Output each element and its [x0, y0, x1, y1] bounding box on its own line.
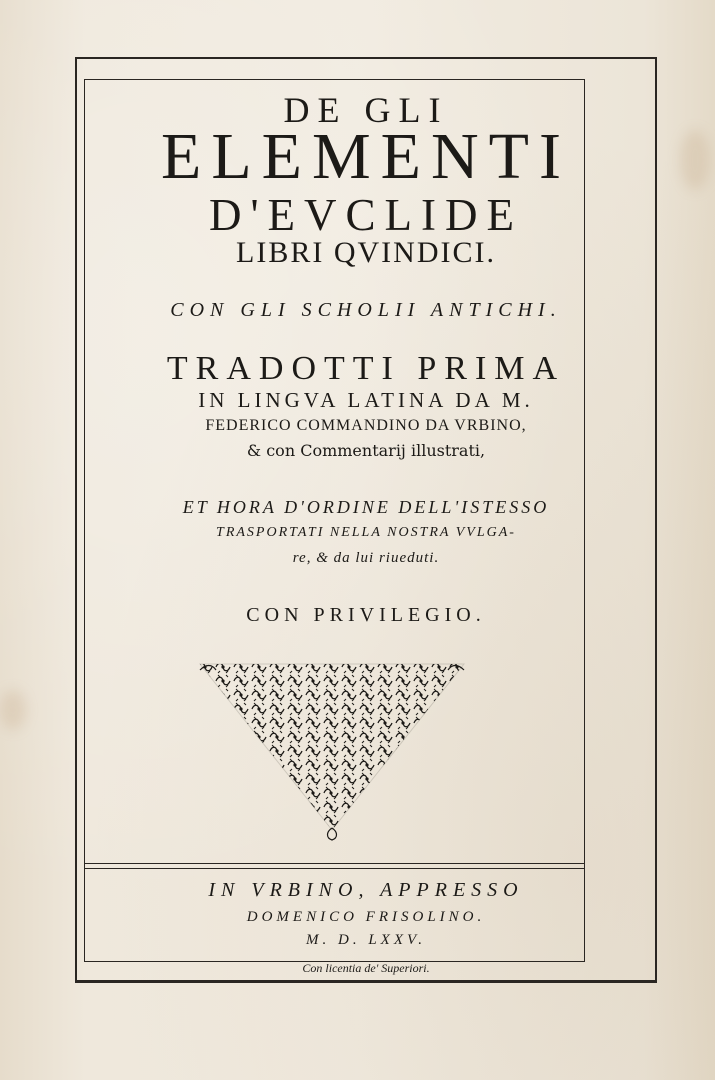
translation-line-3: FEDERICO COMMANDINO DA VRBINO,	[205, 417, 527, 434]
paper-stain	[680, 130, 710, 190]
order-line-3: re, & da lui riueduti.	[292, 550, 440, 566]
translation-line-1: TRADOTTI PRIMA	[166, 350, 566, 387]
bottom-rule	[75, 982, 657, 983]
imprint-date: M. D. LXXV.	[306, 932, 426, 948]
imprint-place: IN VRBINO, APPRESSO	[208, 879, 524, 901]
printers-fleuron-triangle-icon	[196, 660, 468, 842]
subtitle-scholii: CON GLI SCHOLII ANTICHI.	[170, 299, 562, 321]
translation-line-2: IN LINGVA LATINA DA M.	[198, 388, 534, 412]
paper-stain	[0, 690, 26, 730]
title-line-deuclide: D'EVCLIDE	[208, 190, 524, 240]
imprint-license: Con licentia de' Superiori.	[302, 961, 430, 975]
order-line-1: ET HORA D'ORDINE DELL'ISTESSO	[182, 497, 550, 517]
imprint-printer: DOMENICO FRISOLINO.	[246, 909, 486, 925]
title-line-elementi: ELEMENTI	[161, 120, 571, 193]
title-line-de-gli: DE GLI	[283, 90, 449, 130]
translation-line-4: & con Commentarij illustrati,	[246, 441, 486, 460]
imprint-top-rule	[84, 863, 585, 864]
order-line-2: TRASPORTATI NELLA NOSTRA VVLGA-	[216, 525, 516, 540]
title-line-libri-quindici: LIBRI QVINDICI.	[236, 236, 496, 269]
privilege-line: CON PRIVILEGIO.	[246, 604, 486, 626]
imprint-top-rule-double	[84, 868, 585, 869]
